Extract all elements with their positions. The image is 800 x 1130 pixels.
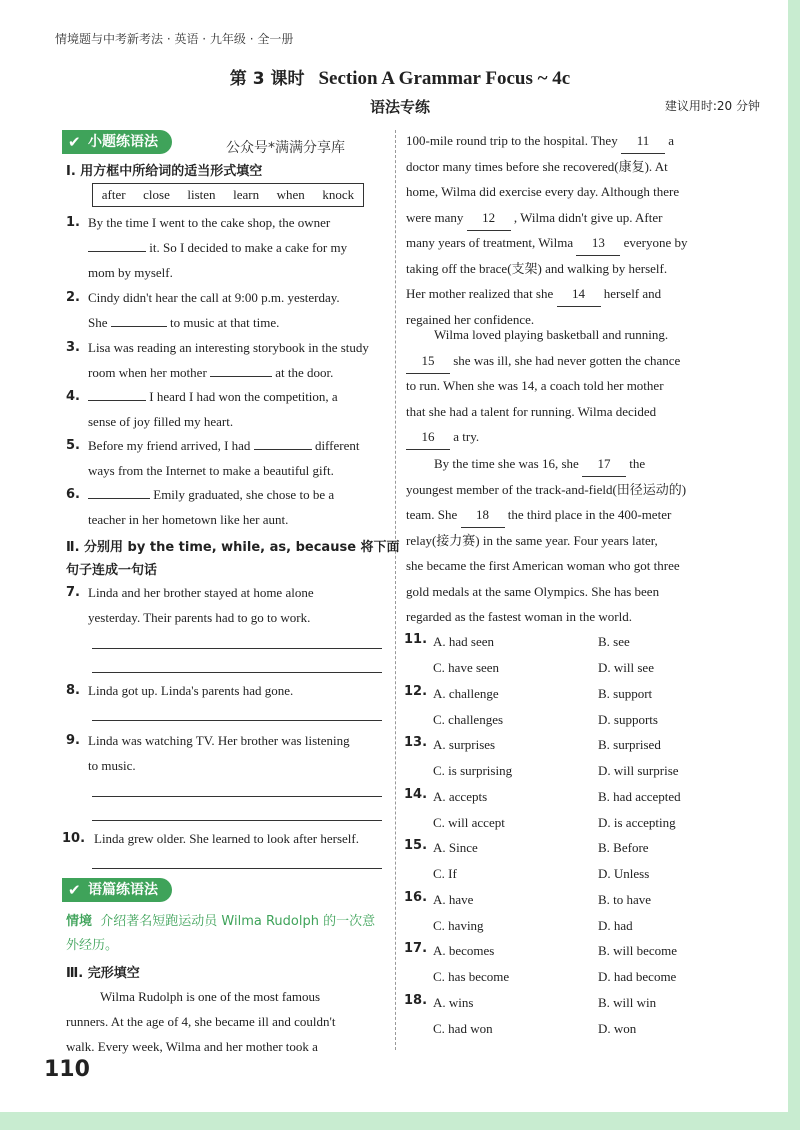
- word-item: learn: [233, 187, 260, 202]
- option-c[interactable]: C. had won: [433, 1020, 493, 1036]
- lesson-title: [0, 64, 800, 90]
- option-b[interactable]: B. to have: [598, 891, 652, 907]
- question-text: mom by myself.: [88, 265, 173, 280]
- cloze-blank[interactable]: 11: [621, 128, 665, 154]
- passage-line: runners. At the age of 4, she became ill and couldn't: [66, 1014, 336, 1029]
- passage-text: she became the first American woman who got three: [406, 558, 680, 573]
- option-c[interactable]: C. has become: [433, 969, 510, 984]
- cloze-blank[interactable]: 17: [582, 451, 626, 477]
- question-text: By the time I went to the cake shop, the owner: [88, 215, 331, 230]
- lesson-number: 第 3 课时: [229, 69, 305, 89]
- passage-line: [406, 604, 740, 629]
- passage-line: [406, 579, 740, 604]
- option-number: 17.: [404, 941, 428, 956]
- cloze-blank[interactable]: 16: [406, 424, 450, 450]
- question-number: 3.: [66, 340, 80, 355]
- option-number: 16.: [404, 889, 428, 905]
- answer-blank[interactable]: [88, 400, 146, 401]
- option-number: 15.: [404, 838, 428, 853]
- option-b[interactable]: B. had accepted: [598, 788, 681, 804]
- passage-text: to run. When she was 14, a coach told her mother: [406, 378, 664, 393]
- question-number: 10.: [62, 831, 86, 846]
- part1-banner-label: 小题练语法: [88, 134, 158, 150]
- watermark: 公众号*满满分享库: [226, 140, 345, 156]
- question-text: Linda was watching TV. Her brother was listening: [88, 733, 350, 748]
- passage-text: gold medals at the same Olympics. She has been: [406, 583, 660, 599]
- question-text: Lisa was reading an interesting storybook in the study: [88, 340, 369, 355]
- passage-text: , Wilma didn't give up. After: [510, 209, 663, 225]
- passage-text: home, Wilma did exercise every day. Although there: [406, 184, 680, 199]
- cloze-blank[interactable]: 15: [406, 348, 450, 374]
- passage-text: Her mother realized that she: [406, 286, 557, 301]
- context-text: 介绍著名短跑运动员 Wilma Rudolph 的一次意外经历。: [66, 914, 376, 953]
- question-text: I heard I had won the competition, a: [88, 384, 388, 409]
- answer-line[interactable]: [92, 720, 382, 721]
- question-text: room when her mother at the door.: [88, 365, 334, 380]
- passage-line: [406, 256, 740, 281]
- passage-line: [406, 179, 740, 204]
- word-item: after: [101, 187, 126, 202]
- answer-blank[interactable]: [111, 326, 167, 327]
- passage-text: team. She: [406, 507, 461, 522]
- option-number: 14.: [404, 786, 428, 802]
- passage-line: [406, 230, 740, 256]
- passage-line: [406, 205, 740, 231]
- cloze-blank[interactable]: 13: [576, 230, 620, 256]
- passage-line: [434, 451, 740, 477]
- option-c[interactable]: C. challenges: [433, 711, 504, 727]
- question-text: teacher in her hometown like her aunt.: [88, 512, 289, 527]
- passage-line: [406, 528, 740, 553]
- option-c[interactable]: C. have seen: [433, 660, 500, 675]
- answer-blank[interactable]: [88, 251, 146, 252]
- cloze-blank[interactable]: 12: [467, 205, 511, 231]
- section1-title: Ⅰ. 用方框中所给词的适当形式填空: [66, 164, 263, 179]
- question-text: Linda got up. Linda's parents had gone.: [88, 683, 294, 698]
- cloze-blank[interactable]: 18: [461, 502, 505, 528]
- context-label: 情境: [66, 914, 93, 929]
- question-text: to music.: [88, 758, 136, 773]
- question-text: Linda and her brother stayed at home alone: [88, 585, 314, 600]
- passage-line: [406, 502, 740, 528]
- option-b[interactable]: B. will win: [598, 994, 657, 1010]
- option-number: 18.: [404, 992, 428, 1008]
- passage-text: doctor many times before she recovered(康复). At: [406, 158, 668, 174]
- passage-text: a: [664, 133, 674, 148]
- option-b[interactable]: B. see: [598, 634, 630, 649]
- question-number: 1.: [66, 215, 80, 230]
- passage-line: [406, 348, 740, 374]
- option-a[interactable]: A. becomes: [433, 943, 495, 958]
- question-number: 6.: [66, 487, 80, 502]
- passage-text: herself and: [600, 286, 662, 301]
- passage-text: everyone by: [620, 235, 688, 250]
- option-b[interactable]: B. support: [598, 685, 653, 701]
- option-b[interactable]: B. Before: [598, 840, 649, 855]
- option-c[interactable]: C. is surprising: [433, 763, 513, 778]
- answer-line[interactable]: [92, 868, 382, 869]
- passage-line: [406, 477, 740, 502]
- option-b[interactable]: B. will become: [598, 943, 678, 958]
- context-note: [66, 910, 386, 958]
- passage-line: [434, 322, 740, 347]
- option-a[interactable]: A. wins: [433, 994, 474, 1010]
- option-a[interactable]: A. have: [433, 891, 474, 907]
- passage-line: [406, 154, 740, 179]
- check-icon: ✔: [68, 133, 81, 151]
- passage-text: 100-mile round trip to the hospital. They: [406, 133, 621, 148]
- page-number: 110: [44, 1057, 90, 1082]
- option-a[interactable]: A. accepts: [433, 788, 488, 804]
- passage-text: Wilma loved playing basketball and running.: [434, 327, 669, 342]
- word-item: when: [276, 187, 305, 202]
- lesson-section: Section A Grammar Focus ~ 4c: [318, 68, 571, 89]
- option-d[interactable]: D. supports: [598, 711, 658, 727]
- question-number: 9.: [66, 733, 80, 748]
- cloze-blank[interactable]: 14: [557, 281, 601, 307]
- answer-line[interactable]: [92, 796, 382, 797]
- part2-banner-label: 语篇练语法: [88, 882, 158, 898]
- passage-line: Wilma Rudolph is one of the most famous: [100, 989, 321, 1004]
- option-d[interactable]: D. Unless: [598, 866, 650, 881]
- passage-text: she was ill, she had never gotten the chance: [450, 352, 681, 368]
- passage-line: walk. Every week, Wilma and her mother took a: [66, 1039, 318, 1054]
- question-text: Cindy didn't hear the call at 9:00 p.m. yesterday.: [88, 290, 340, 305]
- part2-banner: [62, 878, 172, 902]
- word-item: knock: [322, 187, 355, 202]
- answer-blank[interactable]: [254, 449, 312, 450]
- question-text: yesterday. Their parents had to go to work.: [88, 610, 311, 625]
- passage-text: By the time she was 16, she: [434, 456, 583, 471]
- question-number: 5.: [66, 438, 80, 453]
- option-a[interactable]: A. Since: [433, 840, 478, 855]
- book-header: 情境题与中考新考法 · 英语 · 九年级 · 全一册: [55, 32, 294, 46]
- question-number: 7.: [66, 585, 80, 600]
- option-a[interactable]: A. surprises: [433, 737, 496, 752]
- answer-blank[interactable]: [210, 376, 272, 377]
- passage-line: [406, 128, 740, 154]
- passage-text: the third place in the 400-meter: [504, 507, 672, 522]
- question-number: 4.: [66, 389, 80, 404]
- option-d[interactable]: D. had: [598, 917, 633, 933]
- passage-line: [406, 373, 740, 398]
- passage-text: regained her confidence.: [406, 311, 535, 327]
- section3-title: Ⅲ. 完形填空: [66, 966, 140, 981]
- answer-line[interactable]: [92, 820, 382, 821]
- question-text: Linda grew older. She learned to look after herself.: [94, 831, 359, 846]
- answer-line[interactable]: [92, 672, 382, 673]
- question-text: it. So I decided to make a cake for my: [88, 235, 388, 260]
- column-divider: [395, 130, 396, 1050]
- word-box: [92, 183, 364, 207]
- passage-text: relay(接力赛) in the same year. Four years later,: [406, 532, 658, 548]
- question-text: Before my friend arrived, I had different: [88, 438, 360, 453]
- section2-title-cont: 句子连成一句话: [66, 563, 158, 578]
- check-icon: ✔: [68, 881, 81, 899]
- suggested-time: 建议用时:20 分钟: [664, 99, 760, 113]
- passage-text: that she had a talent for running. Wilma decided: [406, 403, 657, 419]
- option-number: 11.: [404, 632, 428, 647]
- passage-text: regarded as the fastest woman in the world.: [406, 609, 632, 624]
- passage-text: youngest member of the track-and-field(田径运动的): [406, 481, 687, 497]
- question-text: sense of joy filled my heart.: [88, 414, 234, 429]
- page-subtitle: 语法专练: [369, 98, 430, 116]
- answer-blank[interactable]: [88, 498, 150, 499]
- question-text: Emily graduated, she chose to be a: [88, 482, 388, 507]
- option-d[interactable]: D. had become: [598, 969, 677, 984]
- passage-text: taking off the brace(支架) and walking by herself.: [406, 260, 668, 276]
- option-d[interactable]: D. will see: [598, 660, 654, 675]
- passage-text: many years of treatment, Wilma: [406, 235, 577, 250]
- passage-text: a try.: [450, 429, 480, 444]
- option-d[interactable]: D. won: [598, 1020, 637, 1036]
- option-a[interactable]: A. challenge: [433, 685, 499, 701]
- passage-line: [406, 553, 740, 578]
- passage-text: were many: [406, 209, 467, 225]
- question-number: 2.: [66, 290, 80, 305]
- question-number: 8.: [66, 683, 80, 698]
- option-c[interactable]: C. If: [433, 866, 457, 881]
- section2-title: Ⅱ. 分别用 by the time, while, as, because 将下面: [66, 540, 400, 555]
- option-number: 13.: [404, 735, 428, 750]
- passage-line: [406, 399, 740, 424]
- option-b[interactable]: B. surprised: [598, 737, 661, 752]
- option-c[interactable]: C. will accept: [433, 814, 505, 830]
- question-text: ways from the Internet to make a beautiful gift.: [88, 463, 334, 478]
- answer-line[interactable]: [92, 648, 382, 649]
- option-number: 12.: [404, 683, 428, 699]
- part1-banner: [62, 130, 172, 154]
- option-c[interactable]: C. having: [433, 917, 484, 933]
- option-d[interactable]: D. will surprise: [598, 763, 679, 778]
- option-a[interactable]: A. had seen: [433, 634, 495, 649]
- passage-line: [406, 424, 740, 450]
- passage-line: [406, 281, 740, 307]
- option-d[interactable]: D. is accepting: [598, 814, 676, 830]
- passage-text: the: [626, 456, 646, 471]
- word-item: listen: [187, 187, 216, 202]
- word-item: close: [143, 187, 170, 202]
- question-text: She to music at that time.: [88, 315, 280, 330]
